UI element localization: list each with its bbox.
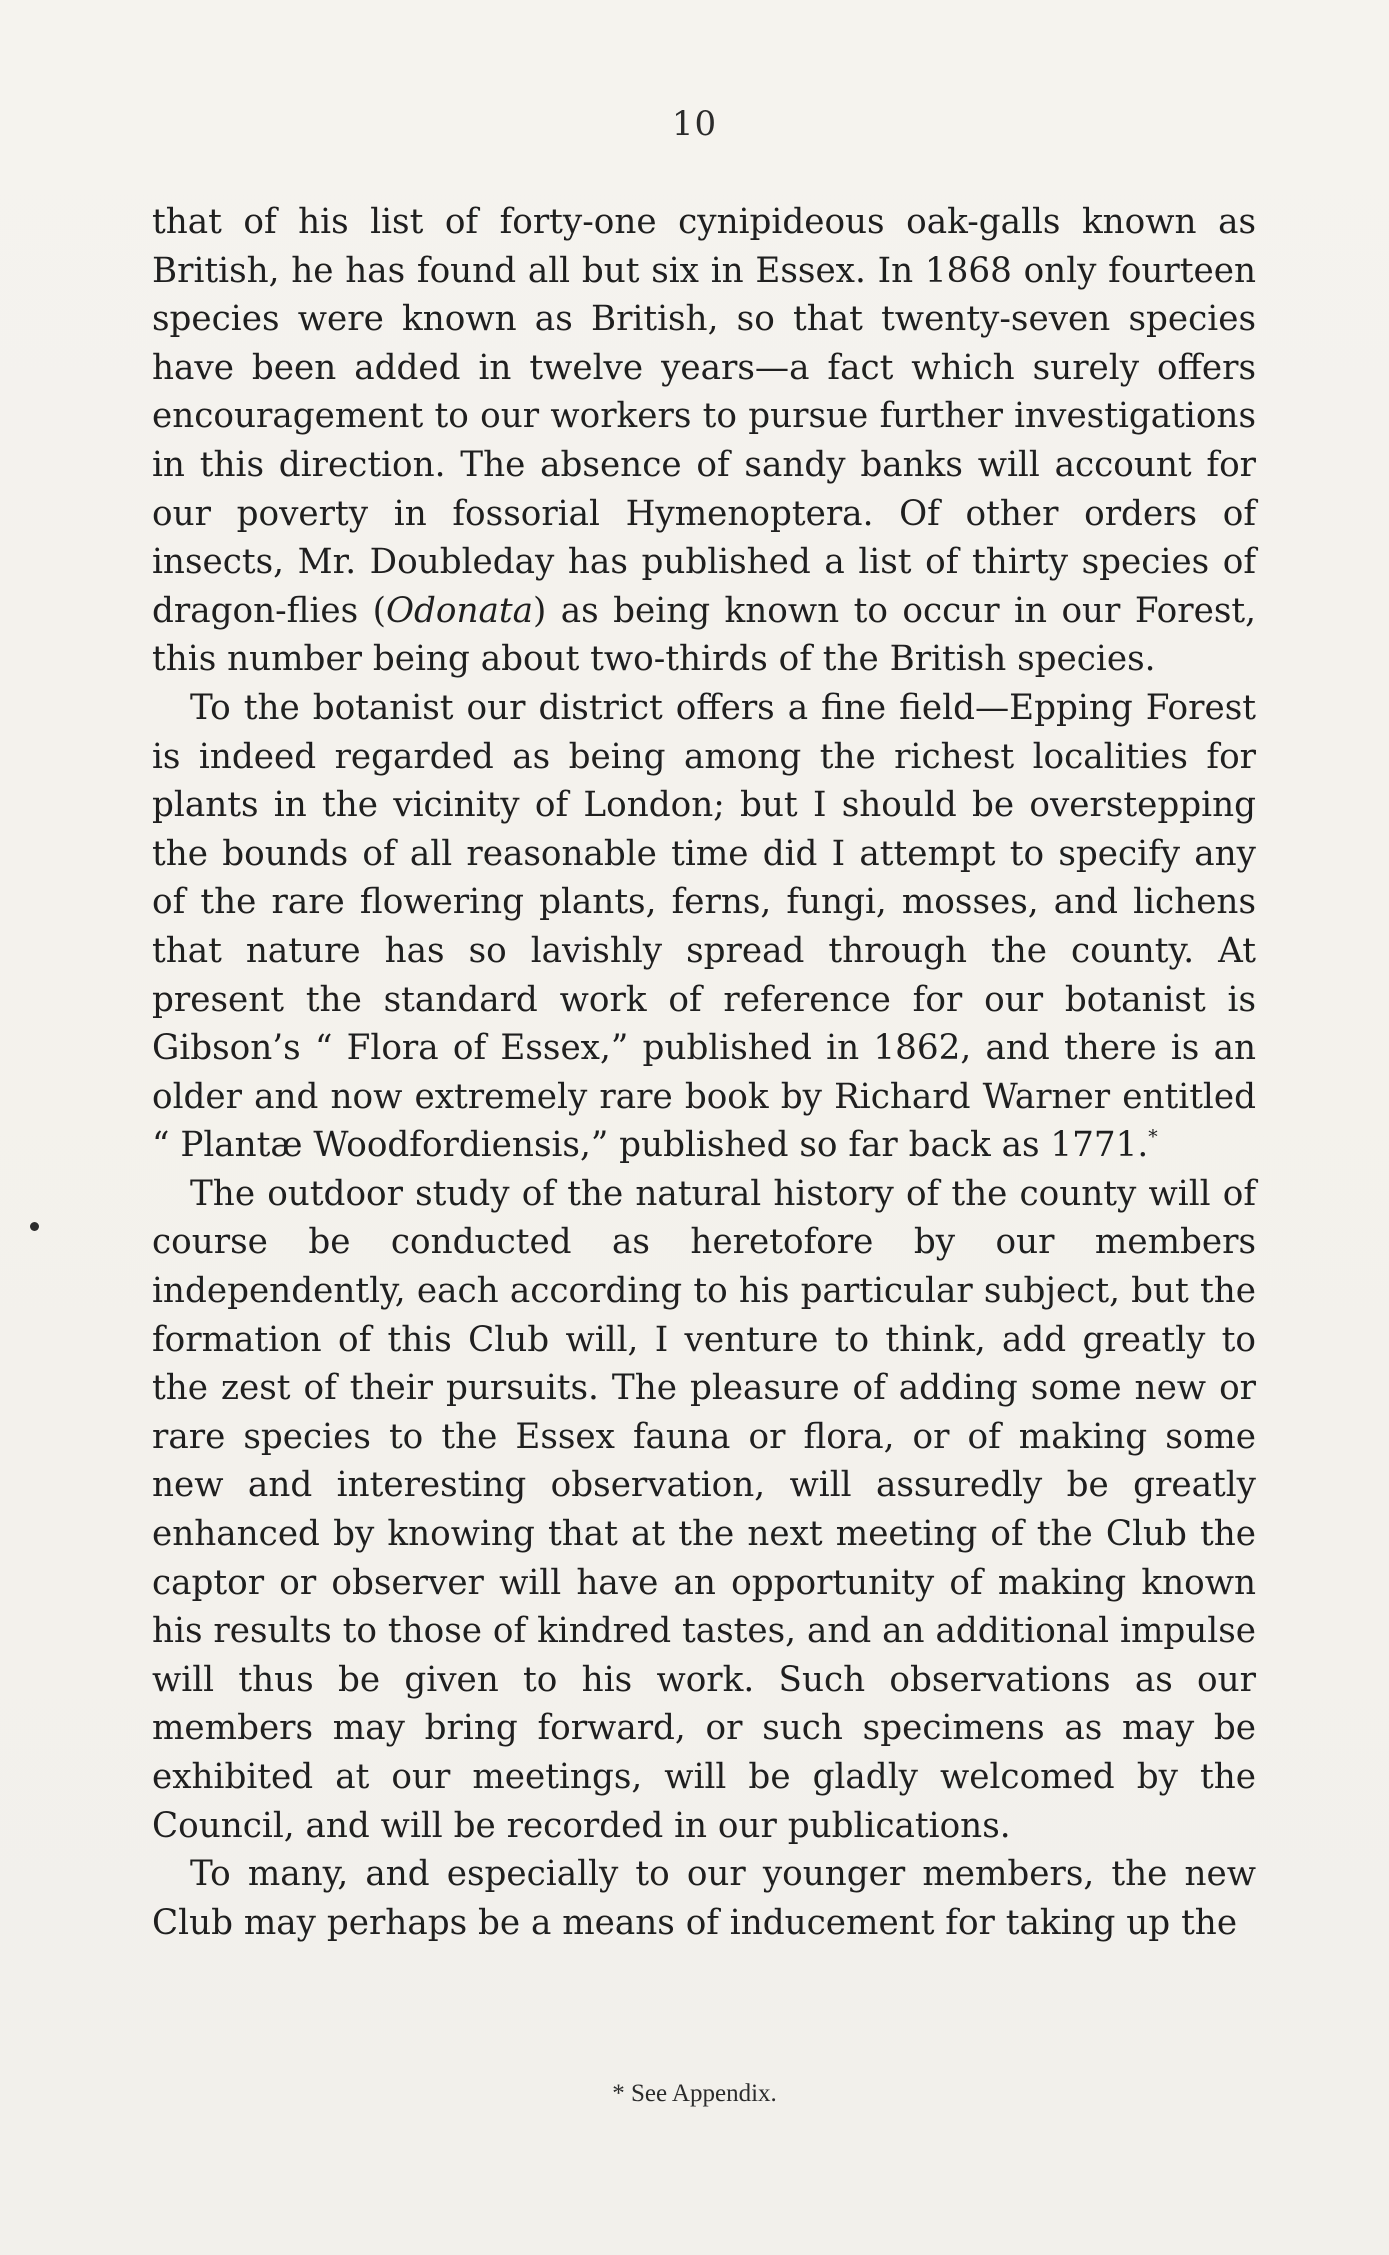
paragraph-younger-members <box>152 1850 1256 1947</box>
paragraph-text: that of his list of forty-one cynipideous oak-galls known as British, he has found all but six in Essex. In 1868 only fourteen species were known as British, so that twenty-seven species have been added in twelve years—a fact which surely offers encouragement to our workers to pursue further investigations in this direction. The absence of sandy banks will account for our poverty in fossorial Hymenoptera. Of other orders of insects, Mr. Doubleday has published a list of thirty species of dragon-flies ( <box>152 202 1256 631</box>
paragraph-text: To the botanist our district offers a fine field—Epping Forest is indeed regarded as being among the richest localities for plants in the vicinity of London; but I should be overstepping the bounds of all reasonable time did I attempt to specify any of the rare flowering plants, ferns, fungi, mosses, and lichens that nature has so lavishly spread through the county. At present the standard work of reference for our botanist is Gibson’s “ Flora of Essex,” published in 1862, and there is an older and now extremely rare book by Richard Warner entitled “ Plantæ Woodfordiensis,” published so far back as 1771. <box>152 687 1256 1166</box>
paragraph-text: To many, and especially to our younger members, the new Club may perhaps be a means of inducement for taking up the <box>152 1854 1256 1943</box>
paragraph-text: The outdoor study of the natural history of the county will of course be conducted as heretofore by our members independently, each according to his particular subject, but the formation of this Club will, I venture to think, add greatly to the zest of their pursuits. The pleasure of adding some new or rare species to the Essex fauna or flora, or of making some new and interesting observation, will assuredly be greatly enhanced by knowing that at the next meeting of the Club the captor or observer will have an opportunity of making known his results to those of kindred tastes, and an additional impulse will thus be given to his work. Such observations as our members may bring forward, or such specimens as may be exhibited at our meetings, will be gladly welcomed by the Council, and will be recorded in our publications. <box>152 1173 1256 1846</box>
page-number: 10 <box>671 104 718 144</box>
margin-ink-dot <box>30 1222 39 1231</box>
paragraph-insects <box>152 198 1256 684</box>
paragraph-botany <box>152 684 1256 1170</box>
paragraph-text: ) as being known to occur in our Forest, this number being about two-thirds of the British species. <box>152 590 1256 680</box>
body-text <box>152 198 1256 1947</box>
paragraph-italic-term: Odonata <box>385 590 533 631</box>
footnote: * See Appendix. <box>612 2080 777 2107</box>
paragraph-outdoor-study <box>152 1170 1256 1850</box>
footnote-reference: * <box>1148 1127 1158 1149</box>
